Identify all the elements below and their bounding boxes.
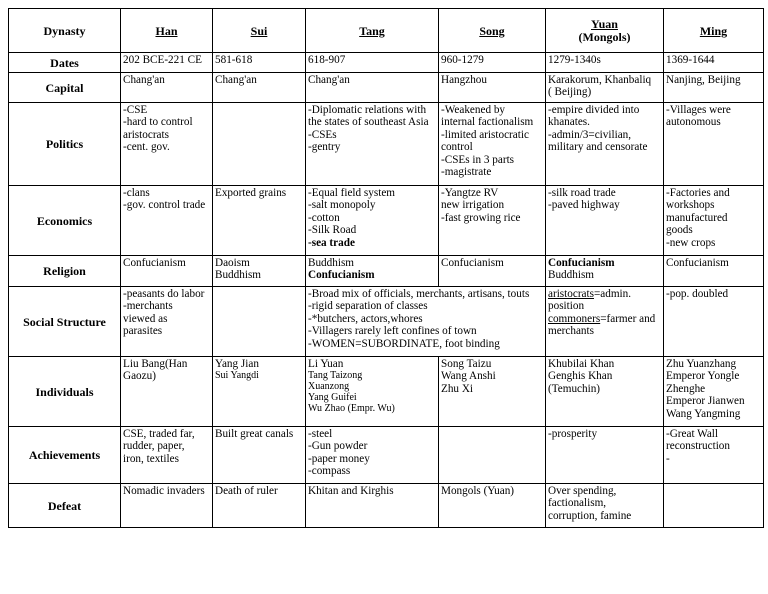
row-label-politics: Politics [9,103,121,186]
capital-han: Chang'an [121,73,213,103]
social-ming: -pop. doubled [664,287,764,357]
politics-song: -Weakened by internal factionalism -limited aristocratic control -CSEs in 3 parts -magistrate [439,103,546,186]
politics-tang: -Diplomatic relations with the states of southeast Asia -CSEs -gentry [306,103,439,186]
individuals-sui: Yang Jian Sui Yangdi [213,357,306,427]
row-label-dates: Dates [9,53,121,73]
capital-ming: Nanjing, Beijing [664,73,764,103]
row-label-individuals: Individuals [9,357,121,427]
social-sui [213,287,306,357]
economics-tang: -Equal field system -salt monopoly -cotton -Silk Road -sea trade [306,186,439,256]
header-sui: Sui [213,9,306,53]
politics-han: -CSE -hard to control aristocrats -cent. gov. [121,103,213,186]
achievements-tang: -steel -Gun powder -paper money -compass [306,427,439,484]
dates-song: 960-1279 [439,53,546,73]
row-label-defeat: Defeat [9,484,121,528]
dates-ming: 1369-1644 [664,53,764,73]
row-achievements [9,427,764,484]
row-social-structure [9,287,764,357]
economics-song: -Yangtze RV new irrigation -fast growing rice [439,186,546,256]
defeat-yuan: Over spending, factionalism, corruption, famine [546,484,664,528]
economics-ming: -Factories and workshops manufactured goods -new crops [664,186,764,256]
header-dynasty: Dynasty [9,9,121,53]
row-label-social-structure: Social Structure [9,287,121,357]
religion-tang: Buddhism Confucianism [306,256,439,287]
dates-han: 202 BCE-221 CE [121,53,213,73]
individuals-tang: Li Yuan Tang Taizong Xuanzong Yang Guifei Wu Zhao (Empr. Wu) [306,357,439,427]
row-dates [9,53,764,73]
row-economics [9,186,764,256]
header-ming: Ming [664,9,764,53]
social-tang-song: -Broad mix of officials, merchants, artisans, touts -rigid separation of classes -*butchers, actors,whores -Villagers rarely left confines of town -WOMEN=SUBORDINATE, foot binding [306,287,546,357]
social-han: -peasants do labor -merchants viewed as parasites [121,287,213,357]
row-individuals [9,357,764,427]
row-label-capital: Capital [9,73,121,103]
achievements-sui: Built great canals [213,427,306,484]
defeat-tang: Khitan and Kirghis [306,484,439,528]
economics-sui: Exported grains [213,186,306,256]
politics-ming: -Villages were autonomous [664,103,764,186]
row-label-economics: Economics [9,186,121,256]
religion-sui: Daoism Buddhism [213,256,306,287]
header-yuan: Yuan (Mongols) [546,9,664,53]
dates-sui: 581-618 [213,53,306,73]
row-capital [9,73,764,103]
header-tang: Tang [306,9,439,53]
individuals-ming: Zhu Yuanzhang Emperor Yongle Zhenghe Emperor Jianwen Wang Yangming [664,357,764,427]
header-song: Song [439,9,546,53]
achievements-yuan: -prosperity [546,427,664,484]
politics-sui [213,103,306,186]
defeat-sui: Death of ruler [213,484,306,528]
row-defeat [9,484,764,528]
defeat-han: Nomadic invaders [121,484,213,528]
row-label-achievements: Achievements [9,427,121,484]
dates-tang: 618-907 [306,53,439,73]
defeat-song: Mongols (Yuan) [439,484,546,528]
achievements-han: CSE, traded far, rudder, paper, iron, textiles [121,427,213,484]
politics-yuan: -empire divided into khanates. -admin/3=civilian, military and censorate [546,103,664,186]
capital-tang: Chang'an [306,73,439,103]
capital-song: Hangzhou [439,73,546,103]
individuals-song: Song Taizu Wang Anshi Zhu Xi [439,357,546,427]
religion-yuan: Confucianism Buddhism [546,256,664,287]
header-row [9,9,764,53]
defeat-ming [664,484,764,528]
row-politics [9,103,764,186]
economics-yuan: -silk road trade -paved highway [546,186,664,256]
religion-han: Confucianism [121,256,213,287]
dynasty-comparison-table [8,8,764,528]
row-label-religion: Religion [9,256,121,287]
individuals-han: Liu Bang(Han Gaozu) [121,357,213,427]
individuals-yuan: Khubilai Khan Genghis Khan (Temuchin) [546,357,664,427]
economics-han: -clans -gov. control trade [121,186,213,256]
row-religion [9,256,764,287]
social-yuan: aristocrats=admin. position commoners=farmer and merchants [546,287,664,357]
religion-song: Confucianism [439,256,546,287]
achievements-ming: -Great Wall reconstruction - [664,427,764,484]
header-han: Han [121,9,213,53]
achievements-song [439,427,546,484]
religion-ming: Confucianism [664,256,764,287]
capital-sui: Chang'an [213,73,306,103]
dates-yuan: 1279-1340s [546,53,664,73]
capital-yuan: Karakorum, Khanbaliq ( Beijing) [546,73,664,103]
